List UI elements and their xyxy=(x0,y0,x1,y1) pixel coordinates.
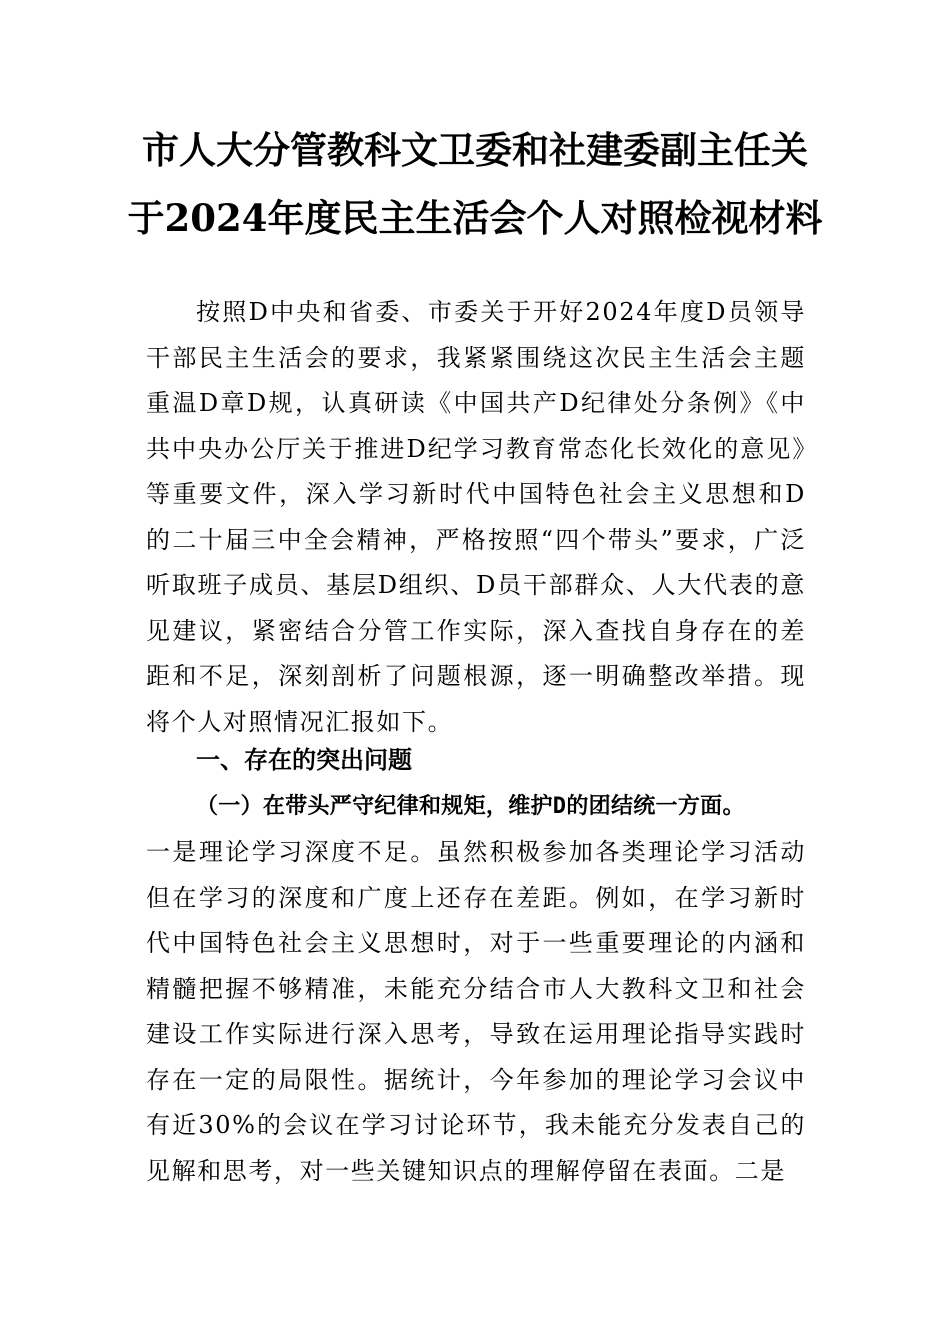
title-line-1: 市人大分管教科文卫委和社建委副主任关 xyxy=(142,128,808,172)
intro-paragraph: 按照D中央和省委、市委关于开好2024年度D员领导干部民主生活会的要求，我紧紧围绕这次民主生活会主题重温D章D规，认真研读《中国共产D纪律处分条例》《中共中央办公厅关于推进D纪学习教育常态化长效化的意见》等重要文件，深入学习新时代中国特色社会主义思想和D的二十届三中全会精神，严格按照“四个带头”要求，广泛听取班子成员、基层D组织、D员干部群众、人大代表的意见建议，紧密结合分管工作实际，深入查找自身存在的差距和不足，深刻剖析了问题根源，逐一明确整改举措。现将个人对照情况汇报如下。 xyxy=(146,298,806,736)
subsection-heading-discipline: （一）在带头严守纪律和规矩，维护D的团结统一方面。 xyxy=(196,794,745,819)
title-line-2: 于2024年度民主生活会个人对照检视材料 xyxy=(127,196,823,240)
document-title xyxy=(110,116,840,252)
section-heading-problems: 一、存在的突出问题 xyxy=(196,746,412,774)
subsection-paragraph: 一是理论学习深度不足。虽然积极参加各类理论学习活动但在学习的深度和广度上还存在差距。例如，在学习新时代中国特色社会主义思想时，对于一些重要理论的内涵和精髓把握不够精准，未能充分结合市人大教科文卫和社会建设工作实际进行深入思考，导致在运用理论指导实践时存在一定的局限性。据统计，今年参加的理论学习会议中有近30%的会议在学习讨论环节，我未能充分发表自己的见解和思考，对一些关键知识点的理解停留在表面。二是 xyxy=(146,838,806,1185)
